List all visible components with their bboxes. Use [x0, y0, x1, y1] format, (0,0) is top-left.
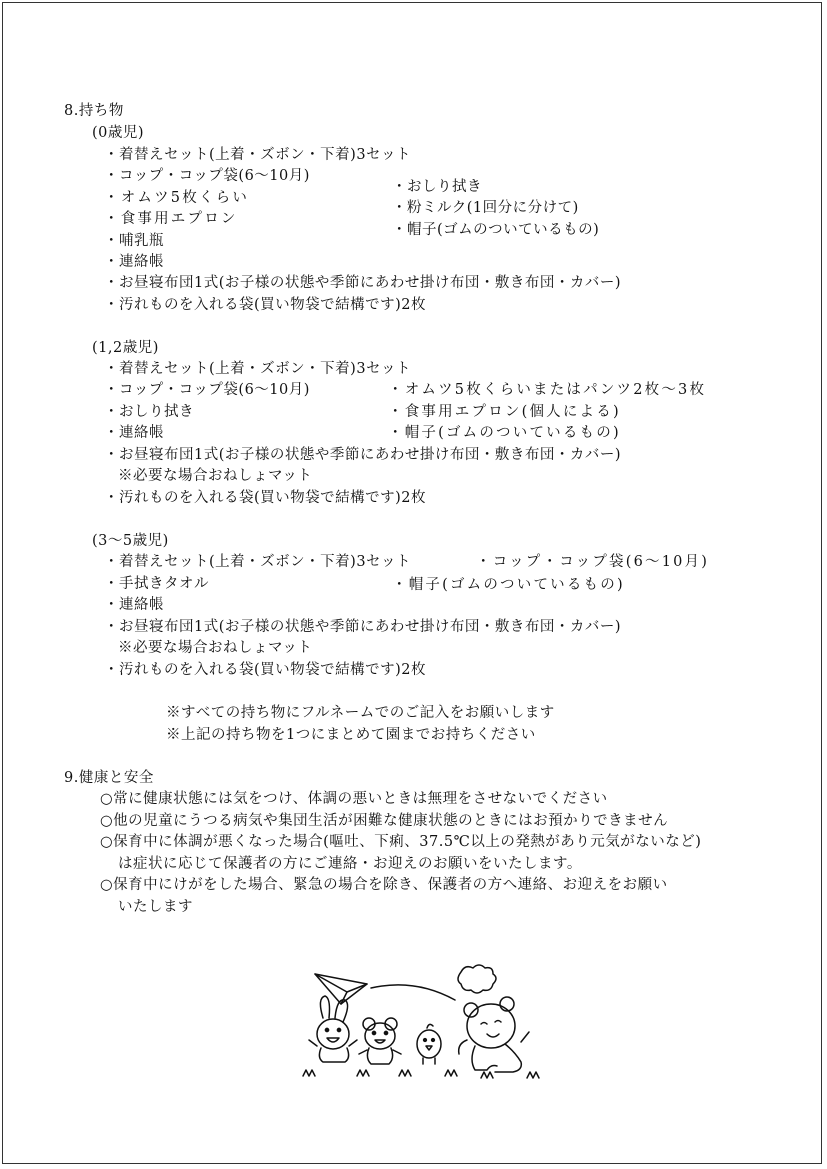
age12-right-item: ・帽子(ゴムのついているもの)	[388, 425, 621, 441]
bear-icon	[359, 1018, 401, 1064]
health-line: ○他の児童にうつる病気や集団生活が困難な健康状態のときにはお預かりできません	[100, 813, 669, 829]
age0-item: ・連絡帳	[104, 254, 164, 270]
age35-item: ・連絡帳	[104, 597, 164, 613]
grass-decoration	[303, 1070, 539, 1078]
age12-item: ・おしり拭き	[104, 404, 194, 420]
age35-right-item: ・帽子(ゴムのついているもの)	[392, 577, 625, 593]
cloud-icon	[458, 965, 496, 993]
age35-item: ・手拭きタオル	[104, 576, 209, 592]
age35-item: ・汚れものを入れる袋(買い物袋で結構です)2枚	[104, 662, 427, 678]
age0-right-item: ・帽子(ゴムのついているもの)	[392, 222, 600, 238]
age0-right-item: ・おしり拭き	[392, 179, 482, 195]
age12-note: ※必要な場合おねしょマット	[118, 468, 313, 484]
section-9-title: 9.健康と安全	[64, 770, 154, 786]
age12-right-item: ・オムツ5枚くらいまたはパンツ2枚〜3枚	[388, 382, 707, 398]
age35-item: ・着替えセット(上着・ズボン・下着)3セット	[104, 554, 412, 570]
age12-item: ・コップ・コップ袋(6〜10月)	[104, 382, 310, 398]
age0-item: ・食事用エプロン	[104, 211, 238, 227]
age0-item: ・汚れものを入れる袋(買い物袋で結構です)2枚	[104, 297, 427, 313]
age35-right-item: ・コップ・コップ袋(6〜10月)	[476, 554, 710, 570]
health-line: は症状に応じて保護者の方にご連絡・お迎えのお願いをいたします。	[118, 856, 582, 872]
health-line: ○保育中に体調が悪くなった場合(嘔吐、下痢、37.5℃以上の発熱があり元気がないなど)	[100, 834, 702, 850]
age12-item: ・連絡帳	[104, 425, 164, 441]
age0-item: ・オムツ5枚くらい	[104, 190, 250, 206]
age12-right-item: ・食事用エプロン(個人による)	[388, 404, 621, 420]
age12-heading: (1,2歳児)	[92, 340, 159, 356]
rabbit-icon	[309, 996, 357, 1062]
age35-note: ※必要な場合おねしょマット	[118, 640, 313, 656]
age35-item: ・お昼寝布団1式(お子様の状態や季節にあわせ掛け布団・敷き布団・カバー)	[104, 619, 622, 635]
age12-item: ・お昼寝布団1式(お子様の状態や季節にあわせ掛け布団・敷き布団・カバー)	[104, 447, 622, 463]
health-line: ○保育中にけがをした場合、緊急の場合を除き、保護者の方へ連絡、お迎えをお願い	[100, 877, 668, 893]
age0-right-item: ・粉ミルク(1回分に分けて)	[392, 200, 579, 216]
running-bear-icon	[459, 997, 529, 1072]
age12-item: ・汚れものを入れる袋(買い物袋で結構です)2枚	[104, 490, 427, 506]
section-8-title: 8.持ち物	[64, 103, 124, 119]
health-line: いたします	[118, 899, 193, 915]
children-paper-plane-illustration	[295, 960, 555, 1085]
age0-item: ・コップ・コップ袋(6〜10月)	[104, 168, 310, 184]
age0-item: ・お昼寝布団1式(お子様の状態や季節にあわせ掛け布団・敷き布団・カバー)	[104, 275, 622, 291]
health-line: ○常に健康状態には気をつけ、体調の悪いときは無理をさせないでください	[100, 791, 608, 807]
age0-item: ・哺乳瓶	[104, 233, 164, 249]
age35-heading: (3〜5歳児)	[92, 533, 169, 549]
note-line: ※上記の持ち物を1つにまとめて園までお持ちください	[166, 727, 536, 743]
age0-item: ・着替えセット(上着・ズボン・下着)3セット	[104, 147, 412, 163]
age12-item: ・着替えセット(上着・ズボン・下着)3セット	[104, 361, 412, 377]
chick-icon	[417, 1024, 441, 1064]
age0-heading: (0歳児)	[92, 125, 145, 141]
note-line: ※すべての持ち物にフルネームでのご記入をお願いします	[166, 705, 555, 721]
paper-plane-icon	[315, 974, 367, 1004]
